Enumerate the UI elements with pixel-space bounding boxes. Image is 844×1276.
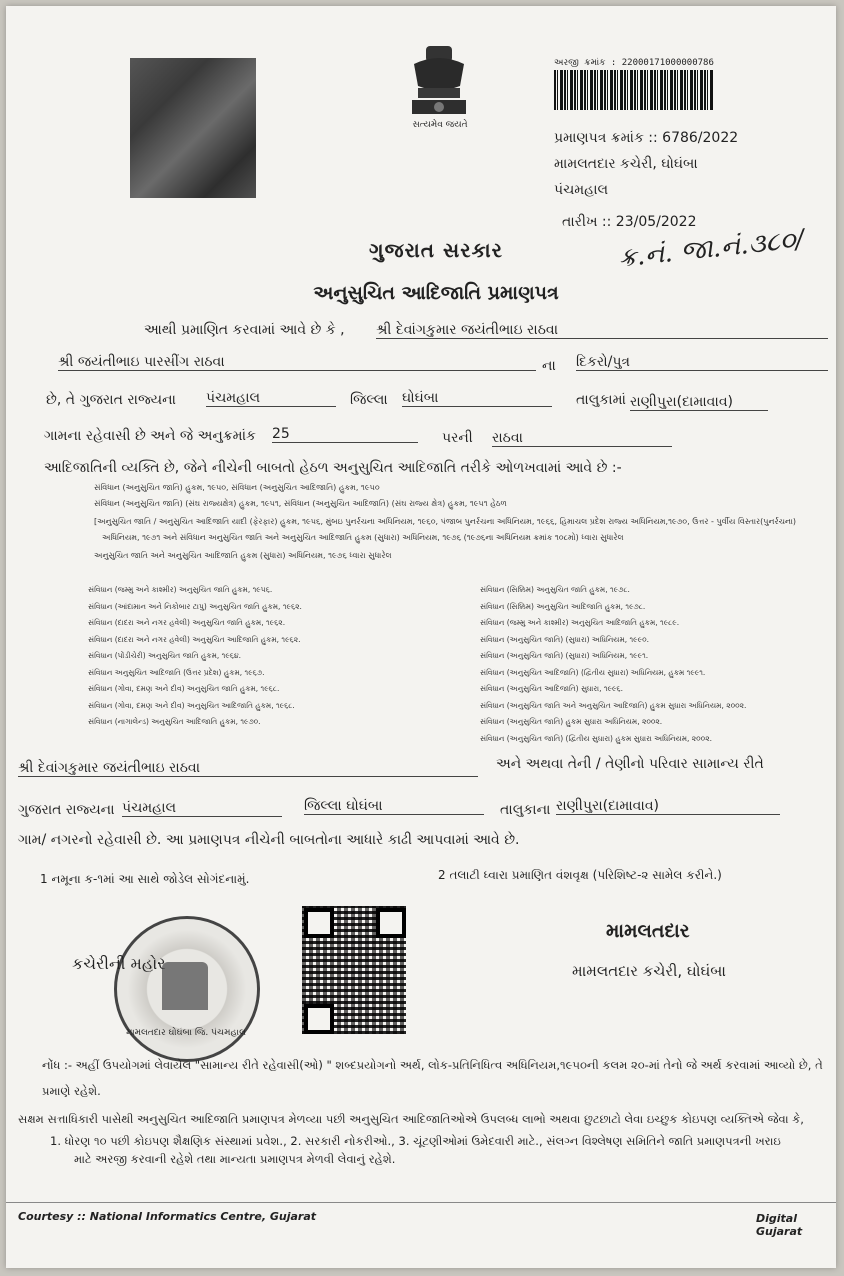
- state-text: છે, તે ગુજરાત રાજ્યના: [46, 392, 176, 408]
- district-value: પંચમહાલ: [206, 390, 336, 407]
- seal-ring-text: મામલતદાર ઘોઘંબા જિ. પંચમહાલ: [126, 1028, 246, 1038]
- signatory-office: મામલતદાર કચેરી, ઘોઘંબા: [572, 962, 726, 980]
- parni-text: પરની: [442, 430, 473, 446]
- list-item: સંવિધાન (જમ્મુ અને કાશ્મીર) અનુસુચિત જાતિ હુકમ, ૧૯૫૬.: [88, 585, 273, 594]
- village2-value: રાણીપુરા(દામાવાવ): [556, 798, 780, 815]
- orders-list-right: [480, 582, 830, 747]
- qr-finder-icon: [304, 1004, 334, 1034]
- applicant-photo: [130, 58, 256, 198]
- certificate-page: [6, 6, 836, 1268]
- list-item: સંવિધાન અનુસુચિત આદિજાતિ (ઉત્તર પ્રદેશ) હુકમ, ૧૯૬૭.: [88, 667, 265, 677]
- tribe-statement: આદિજાતિની વ્યક્તિ છે, જેને નીચેની બાબતો હેઠળ અનુસુચિત આદિજાતિ તરીકે ઓળખવામાં આવે છે :-: [44, 460, 622, 476]
- family-text: અને અથવા તેની / તેણીનો પરિવાર સામાન્ય રીતે: [496, 756, 764, 772]
- list-item: સંવિધાન (અનુસુચિત આદિજાતિ) સુધારા, ૧૯૯૬.: [480, 684, 624, 693]
- talukama-label: તાલુકામાં: [576, 392, 626, 408]
- basis-item-2: 2 તલાટી ધ્વારા પ્રમાણિત વંશવૃક્ષ (પરિશિષ્ટ-૨ સામેલ કરીને.): [438, 868, 722, 882]
- list-item: સંવિધાન (અનુસુચિત જાતિ) (દ્વિતીય સુધારા) હુકમ સુધારા અધિનિયમ, ૨૦૦૨.: [480, 733, 712, 743]
- father-name: શ્રી જયંતીભાઇ પારસીંગ રાઠવા: [58, 354, 536, 371]
- district2-value: પંચમહાલ: [122, 800, 282, 817]
- relation: દિકરો/પુત્ર: [576, 354, 828, 371]
- info-line-1: 1. ધોરણ ૧૦ પછી કોઇપણ શૈક્ષણિક સંસ્થામાં પ્રવેશ., 2. સરકારી નોકરીઓ., 3. ચૂંટણીઓમાં ઉમેદવારી માટે., સંલગ્ન વિશ્લેષણ સમિતિને જાતિ પ્રમાણપત્રની ખરાઇ: [50, 1134, 781, 1148]
- order-line-3: [અનુસુચિત જાતિ / અનુસુચિત આદિજાતિ યાદી (ફેરફાર) હુકમ, ૧૯૫૬, મુંબઇ પુનર્રચના અધિનિયમ, ૧૯૬૦, પંજાબ પુનર્રચના અધિનિયમ, ૧૯૬૬, હિમાચલ પ્રદેશ રાજ્ય અધિનિયમ,૧૯૭૦, ઉત્તર - પુર્વીય વિસ્તાર(પુનર્રચના): [94, 517, 797, 526]
- taluka-value: ઘોઘંબા: [402, 390, 552, 407]
- list-item: સંવિધાન (અનુસુચિત જાતિ) (સુધારા) અધિનિયમ, ૧૯૯૦.: [480, 634, 649, 644]
- info-line-2: માટે અરજી કરવાની રહેશે તથા માન્યતા પ્રમાણપત્ર મેળવી લેવાનું રહેશે.: [74, 1152, 396, 1166]
- info-text: સક્ષમ સત્તાધિકારી પાસેથી અનુસુચિત આદિજાતિ પ્રમાણપત્ર મેળવ્યા પછી અનુસુચિત આદિજાતિઓએ ઉપલબ્ધ લાભો અથવા છુટછાટો લેવા ઇચ્છુક કોઇપણ વ્યક્તિએ જેવા કે,: [18, 1112, 804, 1126]
- resident-text: ગામના રહેવાસી છે અને જે અનુક્રમાંક: [44, 428, 256, 444]
- footer-brand: Digital Gujarat: [756, 1212, 803, 1238]
- qr-finder-icon: [304, 908, 334, 938]
- footer-divider: [6, 1202, 836, 1203]
- list-item: સંવિધાન (અનુસુચિત જાતિ) (સુધારા) અધિનિયમ, ૧૯૯૧.: [480, 651, 649, 660]
- jilla-label: જિલ્લા: [350, 392, 388, 408]
- certificate-number: પ્રમાણપત્ર ક્રમાંક :: 6786/2022: [554, 130, 739, 146]
- issuing-district: પંચમહાલ: [554, 182, 609, 198]
- national-emblem-icon: [404, 42, 474, 132]
- state2-text: ગુજરાત રાજ્યના: [18, 802, 115, 818]
- note-text: નોંધ :- અહીં ઉપયોગમાં લેવાયેલ "સામાન્ય રીતે રહેવાસી(ઓ) " શબ્દપ્રયોગનો અર્થ, લોક-પ્રતિનિધિત્વ અધિનિયમ,૧૯૫૦ની કલમ ૨૦-માં તેનો જે અર્થ કરવામાં આવ્યો છે, તે: [42, 1058, 823, 1072]
- issue-date: તારીખ :: 23/05/2022: [562, 214, 697, 230]
- order-line-2: સંવિધાન (અનુસુચિત જાતિ) (સંઘ રાજ્યક્ષેત્ર) હુકમ, ૧૯૫૧, સંવિધાન (અનુસુચિત આદિજાતિ) (સંઘ રાજ્ય ક્ષેત્ર) હુકમ, ૧૯૫૧ હેઠળ: [94, 499, 507, 508]
- footer-courtesy: Courtesy :: National Informatics Centre, Gujarat: [18, 1210, 317, 1223]
- note-text-2: પ્રમાણે રહેશે.: [42, 1084, 101, 1098]
- list-item: સંવિધાન (દાદરા અને નગર હવેલી) અનુસુચિત આદિજાતિ હુકમ, ૧૯૬૨.: [88, 634, 301, 644]
- list-item: સંવિધાન (ગોવા, દમણ અને દીવ) અનુસુચિત આદિજાતિ હુકમ, ૧૯૬૮.: [88, 700, 295, 710]
- issuing-office: મામલતદાર કચેરી, ઘોઘંબા: [554, 156, 698, 172]
- certificate-title: અનુસુચિત આદિજાતિ પ્રમાણપત્ર: [313, 282, 559, 304]
- orders-list-left: [88, 582, 448, 731]
- order-line-4: અધિનિયમ, ૧૯૭૧ અને સંવિધાન અનુસુચિત જાતિ અને અનુસુચિત આદિજાતિ હુકમ (સુધારા) અધિનિયમ, ૧૯૭૬ (૧૯૭૬ના અધિનિયમ ક્રમાંક ૧૦૮મો) ધ્વારા સુધારેલ: [102, 533, 624, 542]
- taluka2-label: તાલુકાના: [500, 802, 551, 818]
- issued-text: ગામ/ નગરનો રહેવાસી છે. આ પ્રમાણપત્ર નીચેની બાબતોના આધારે કાઢી આપવામાં આવે છે.: [18, 832, 520, 848]
- list-item: સંવિધાન (ગોવા, દમણ અને દીવ) અનુસુચિત જાતિ હુકમ, ૧૯૬૮.: [88, 684, 280, 693]
- serial-number: 25: [272, 426, 418, 443]
- list-item: સંવિધાન (આંદામાન અને નિકોબાર ટાપુ) અનુસુચિત જાતિ હુકમ, ૧૯૬૨.: [88, 601, 302, 611]
- village-value: રાણીપુરા(દામાવાવ): [630, 394, 768, 411]
- list-item: સંવિધાન (અનુસુચિત જાતિ અને અનુસુચિત આદિજાતિ) હુકમ સુધારા અધિનિયમ, ૨૦૦૨.: [480, 700, 747, 710]
- list-item: સંવિધાન (નાગાલેન્ડ) અનુસુચિત આદિજાતિ હુકમ, ૧૯૭૦.: [88, 717, 261, 726]
- na-text: ના: [542, 358, 556, 374]
- barcode: [554, 70, 714, 110]
- list-item: સંવિધાન (સિક્કિમ) અનુસુચિત આદિજાતિ હુકમ, ૧૯૭૮.: [480, 601, 646, 611]
- list-item: સંવિધાન (પોંડીચેરી) અનુસુચિત જાતિ હુકમ, ૧૯૬૪.: [88, 651, 242, 660]
- holder-name-repeat: શ્રી દેવાંગકુમાર જયંતીભાઇ રાઠવા: [18, 760, 478, 777]
- seal-emblem-icon: [162, 962, 208, 1010]
- list-item: સંવિધાન (અનુસુચિત આદિજાતિ) (દ્વિતીય સુધારા) અધિનિયમ, હુકમ ૧૯૯૧.: [480, 667, 706, 677]
- certify-text: આથી પ્રમાણિત કરવામાં આવે છે કે ,: [144, 322, 345, 338]
- application-number: અરજી ક્રમાંક : 22000171000000786: [554, 58, 714, 68]
- basis-item-1: 1 નમૂના ક-૧માં આ સાથે જોડેલ સોગંદનામું.: [40, 872, 250, 886]
- order-line-5: અનુસુચિત જાતિ અને અનુસુચિત આદિજાતિ હુકમ (સુધારા) અધિનિયમ, ૧૯૭૬ ધ્વારા સુધારેલ: [94, 551, 392, 560]
- order-line-1: સંવિધાન (અનુસુચિત જાતિ) હુકમ, ૧૯૫૦, સંવિધાન (અનુસુચિત આદિજાતિ) હુકમ, ૧૯૫૦: [94, 483, 380, 492]
- list-item: સંવિધાન (અનુસુચિત જાતિ) હુકમ સુધારા અધિનિયમ, ૨૦૦૨.: [480, 717, 663, 726]
- list-item: સંવિધાન (જમ્મુ અને કાશ્મીર) અનુસુચિત આદિજાતિ હુકમ, ૧૯૮૯.: [480, 618, 680, 627]
- list-item: સંવિધાન (સિક્કિમ) અનુસુચિત જાતિ હુકમ, ૧૯૭૮.: [480, 585, 630, 594]
- qr-finder-icon: [376, 908, 406, 938]
- signatory-title: મામલતદાર: [606, 920, 690, 942]
- government-title: ગુજરાત સરકાર: [369, 238, 503, 262]
- tribe-name: રાઠવા: [492, 430, 672, 447]
- holder-name: શ્રી દેવાંગકુમાર જયંતીભાઇ રાઠવા: [376, 322, 828, 339]
- handwritten-note: ક્ર.નં. જા.નં.૩૮૦/: [616, 224, 806, 274]
- emblem-caption: સત્યમેવ જયતે: [412, 120, 468, 130]
- jilla2-value: જિલ્લા ઘોઘંબા: [304, 798, 484, 815]
- seal-label: કચેરીની મહોર: [72, 954, 166, 973]
- list-item: સંવિધાન (દાદરા અને નગર હવેલી) અનુસુચિત જાતિ હુકમ, ૧૯૬૨.: [88, 618, 286, 627]
